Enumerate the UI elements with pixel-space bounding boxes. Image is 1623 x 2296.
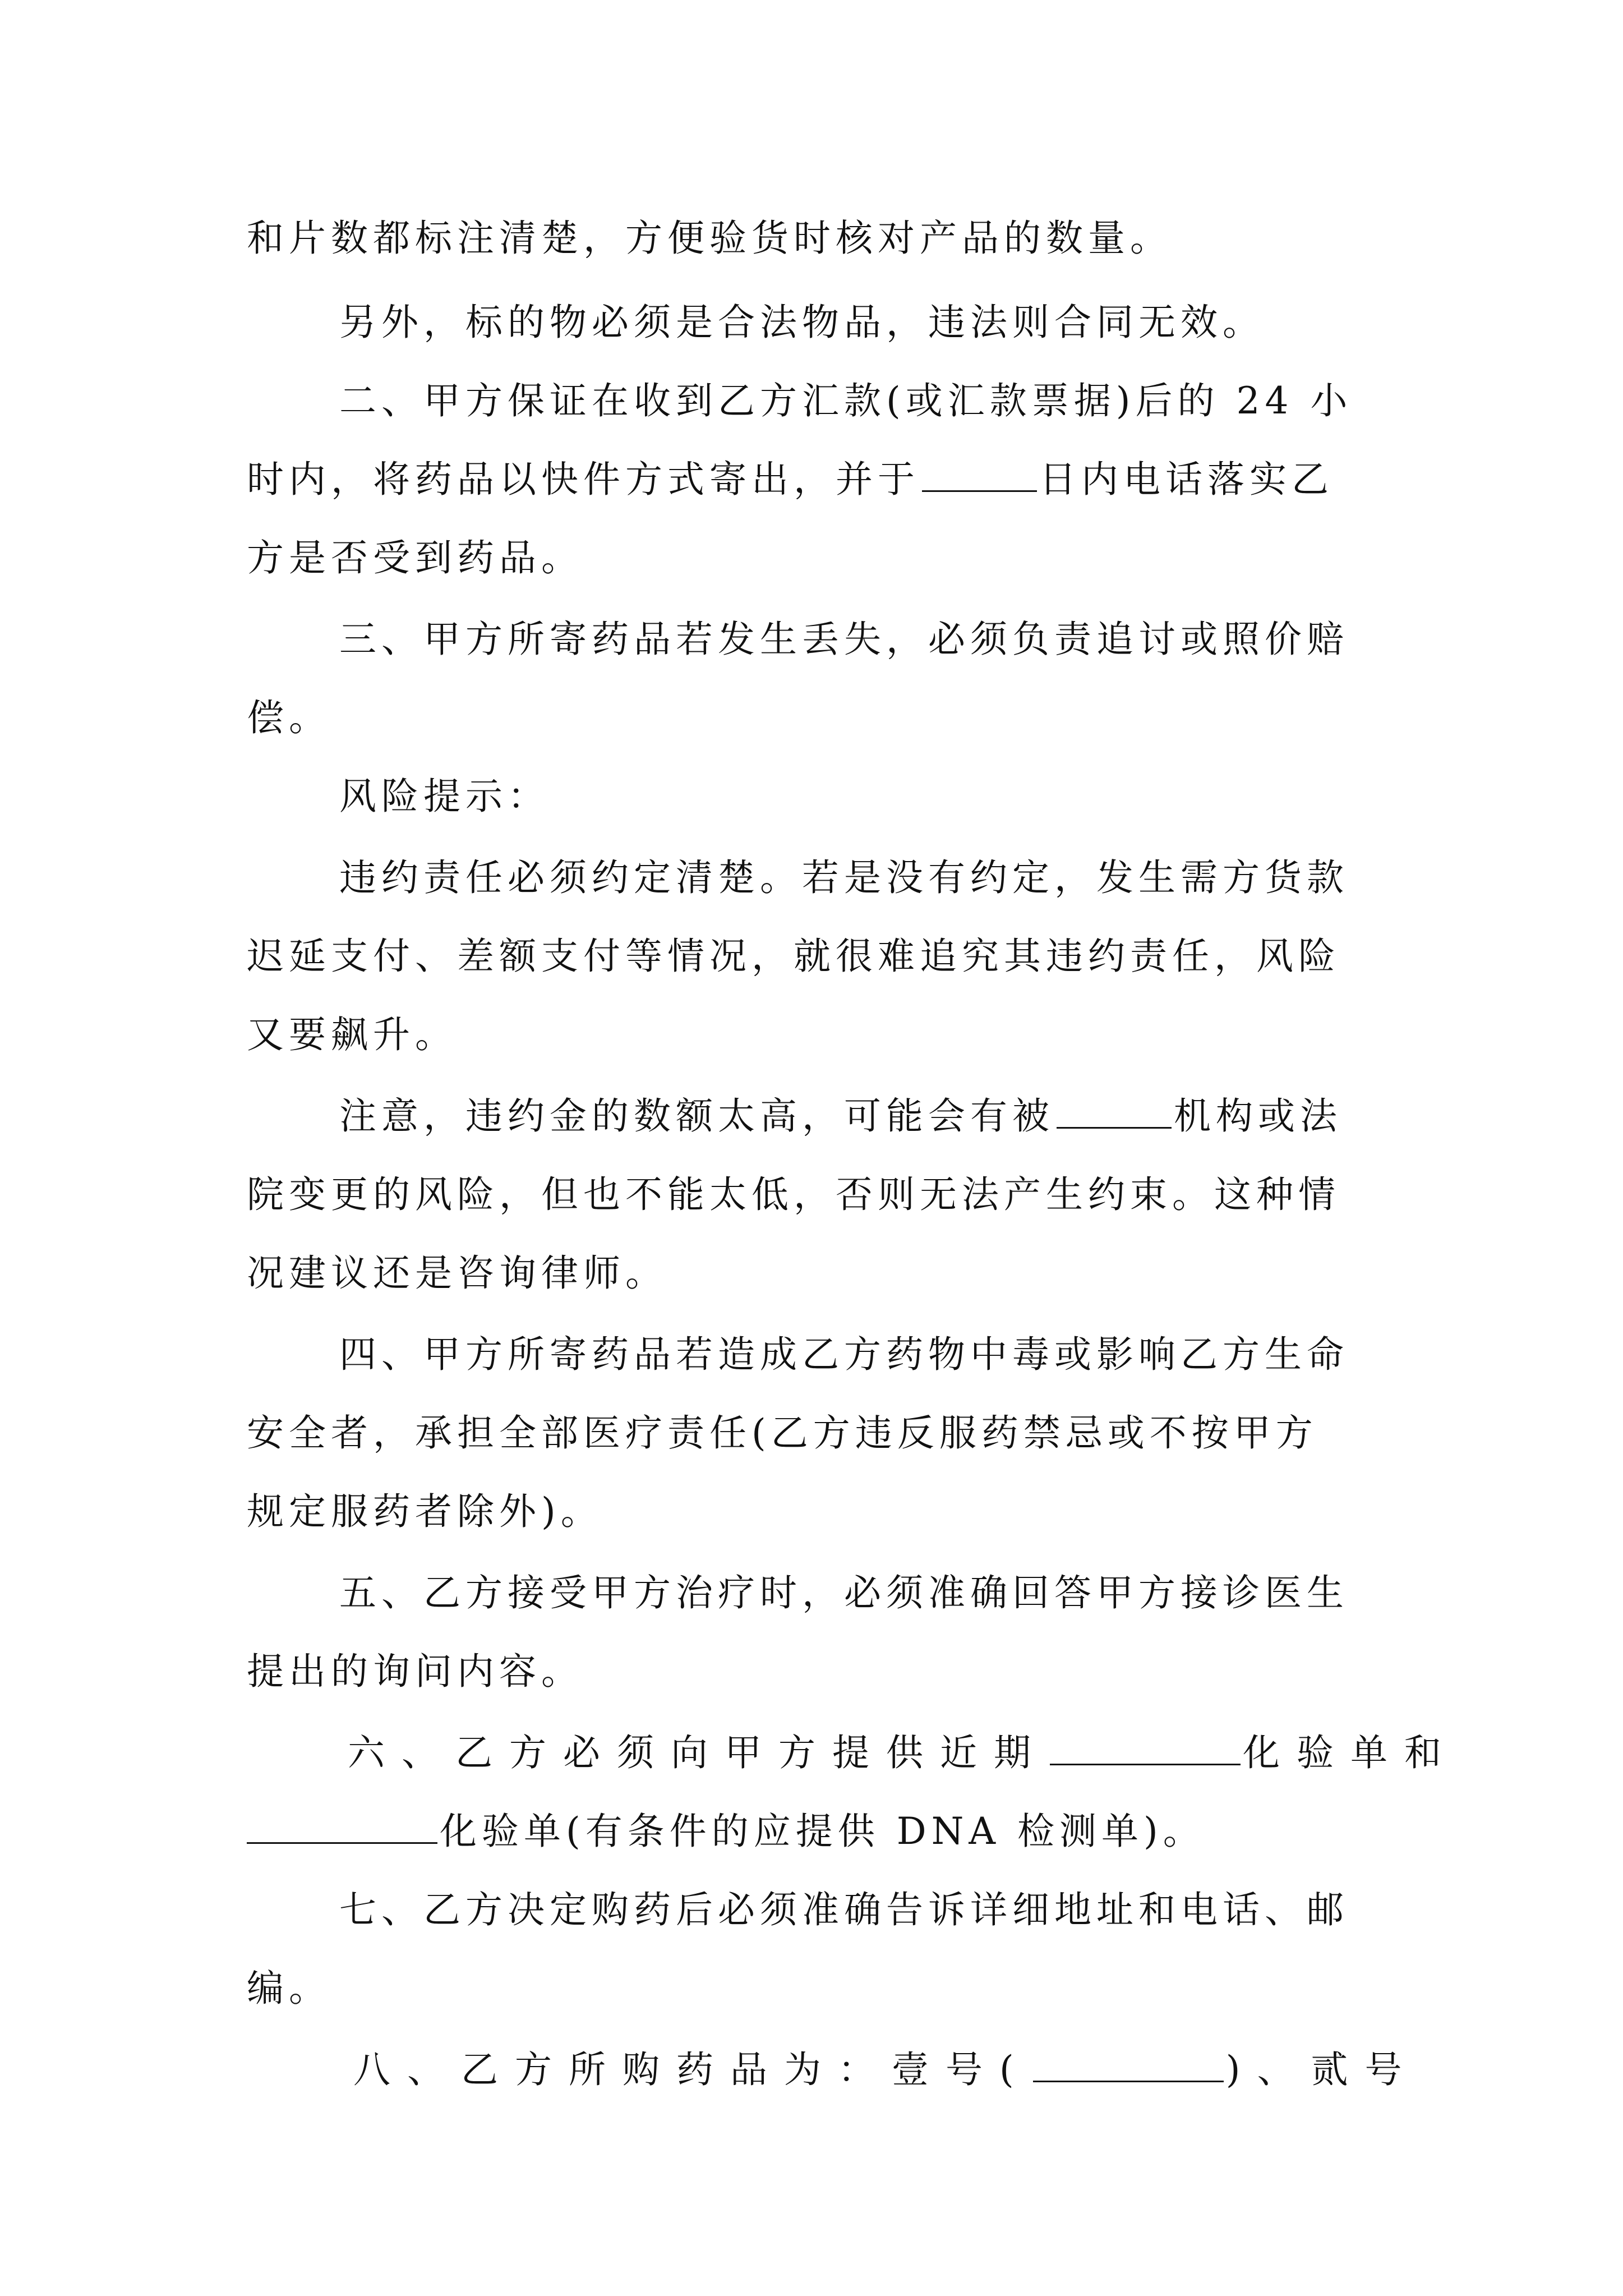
text-segment: )、贰号 xyxy=(1225,2048,1419,2091)
clause-3-line: 三、甲方所寄药品若发生丢失，必须负责追讨或照价赔 xyxy=(339,618,1349,661)
text-segment: 八、乙方所购药品为：壹号( xyxy=(353,2048,1031,2091)
paragraph-line: 另外，标的物必须是合法物品，违法则合同无效。 xyxy=(339,301,1265,344)
clause-8-line xyxy=(353,2045,1419,2095)
clause-6-line xyxy=(247,1806,1380,1857)
risk-line: 违约责任必须约定清楚。若是没有约定，发生需方货款 xyxy=(339,856,1349,899)
text-segment: 机构或法 xyxy=(1174,1094,1342,1138)
fill-in-blank[interactable] xyxy=(1057,1092,1172,1129)
clause-5-line: 提出的询问内容。 xyxy=(247,1650,583,1693)
risk-line: 迟延支付、差额支付等情况，就很难追究其违约责任，风险 xyxy=(247,935,1340,978)
fill-in-blank[interactable] xyxy=(922,455,1037,492)
risk-line: 又要飙升。 xyxy=(247,1013,457,1056)
note-line xyxy=(339,1091,1380,1142)
clause-4-line: 规定服药者除外)。 xyxy=(247,1490,603,1533)
text-segment: 六、乙方必须向甲方提供近期 xyxy=(348,1731,1048,1774)
note-line: 院变更的风险，但也不能太低，否则无法产生约束。这种情 xyxy=(247,1173,1340,1216)
risk-heading: 风险提示： xyxy=(339,775,550,818)
text-segment: 注意，违约金的数额太高，可能会有被 xyxy=(339,1094,1054,1138)
clause-4-line: 安全者，承担全部医疗责任(乙方违反服药禁忌或不按甲方 xyxy=(247,1411,1318,1455)
clause-4-line: 四、甲方所寄药品若造成乙方药物中毒或影响乙方生命 xyxy=(339,1333,1349,1376)
clause-7-line: 编。 xyxy=(247,1967,331,2010)
clause-5-line: 五、乙方接受甲方治疗时，必须准确回答甲方接诊医生 xyxy=(339,1571,1349,1614)
fill-in-blank[interactable] xyxy=(1033,2046,1224,2082)
clause-2-line: 方是否受到药品。 xyxy=(247,536,583,579)
clause-7-line: 七、乙方决定购药后必须准确告诉详细地址和电话、邮 xyxy=(339,1888,1349,1931)
clause-2-line xyxy=(247,454,1380,505)
fill-in-blank[interactable] xyxy=(1050,1729,1241,1765)
fill-in-blank[interactable] xyxy=(247,1807,437,1844)
clause-6-line xyxy=(348,1728,1458,1778)
text-segment: 时内，将药品以快件方式寄出，并于 xyxy=(247,458,920,501)
clause-2-line: 二、甲方保证在收到乙方汇款(或汇款票据)后的 24 小 xyxy=(339,379,1353,422)
paragraph-line: 和片数都标注清楚，方便验货时核对产品的数量。 xyxy=(247,217,1172,260)
text-segment: 化验单(有条件的应提供 DNA 检测单)。 xyxy=(440,1810,1205,1853)
clause-3-line: 偿。 xyxy=(247,696,331,739)
text-segment: 日内电话落实乙 xyxy=(1039,458,1334,501)
text-segment: 化验单和 xyxy=(1243,1731,1458,1774)
note-line: 况建议还是咨询律师。 xyxy=(247,1251,667,1295)
